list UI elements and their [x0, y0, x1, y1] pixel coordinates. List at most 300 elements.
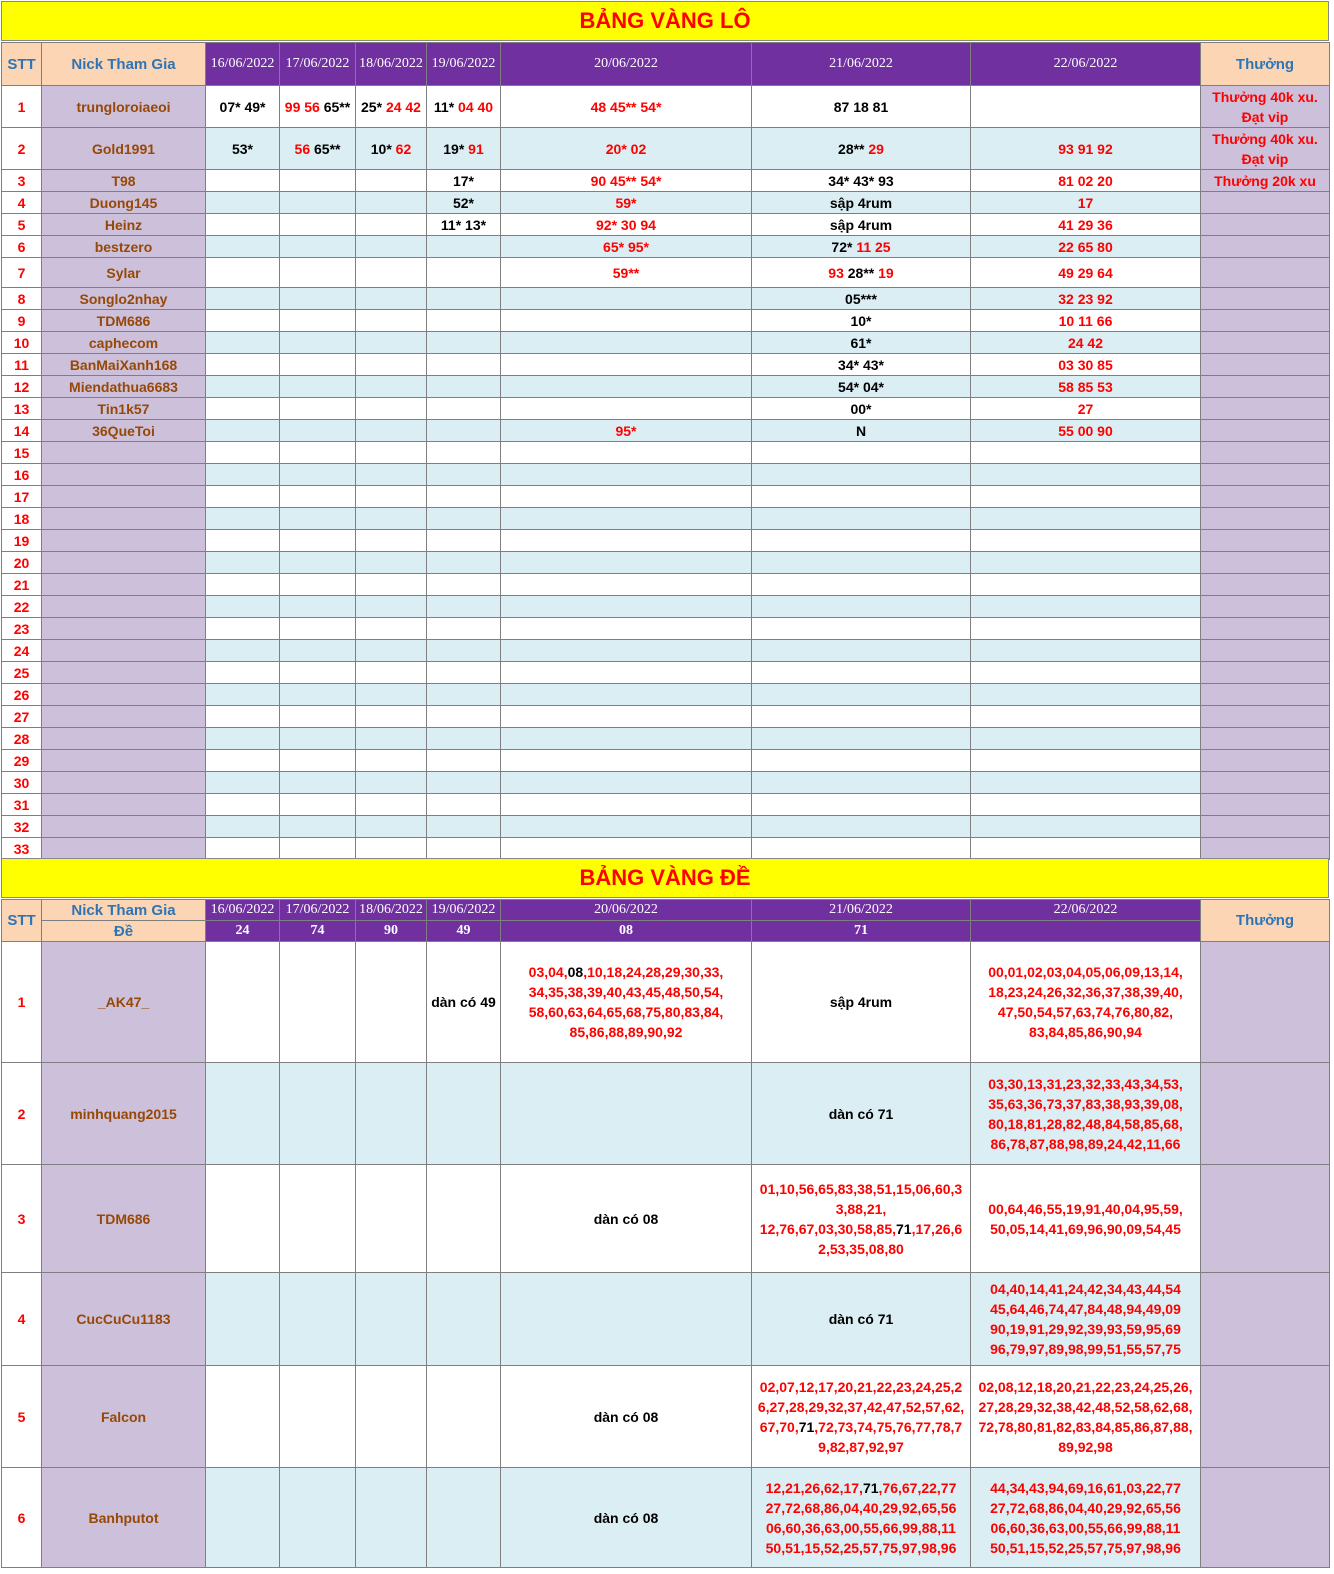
cell-value: 00,01,02,03,04,05,06,09,13,14,: [988, 964, 1183, 980]
cell-value: 93: [828, 264, 848, 281]
lo-cell: [501, 640, 752, 662]
lo-cell: [501, 310, 752, 332]
lo-cell: [356, 772, 427, 794]
lo-cell: [356, 442, 427, 464]
lo-cell: [501, 398, 752, 420]
lo-cell: [971, 816, 1201, 838]
lo-cell: [280, 508, 356, 530]
reward-cell: [1201, 706, 1330, 728]
lo-table: [1, 42, 1330, 860]
lo-cell: [501, 288, 752, 310]
stt-cell: 8: [2, 288, 42, 310]
result-cell: 08: [501, 921, 752, 942]
nick-cell: 36QueToi: [42, 420, 206, 442]
lo-cell: [427, 596, 501, 618]
lo-cell: [356, 552, 427, 574]
reward-cell: [1201, 1165, 1330, 1273]
lo-cell: [356, 816, 427, 838]
reward-cell: Thưởng 40k xu. Đạt vip: [1201, 86, 1330, 128]
lo-cell: [280, 376, 356, 398]
lo-cell: [356, 662, 427, 684]
lo-cell: [501, 486, 752, 508]
stt-cell: 2: [2, 1063, 42, 1165]
cell-value: 04 40: [458, 98, 494, 115]
cell-value: 08: [567, 964, 584, 980]
nick-cell: minhquang2015: [42, 1063, 206, 1165]
de-cell: [280, 1468, 356, 1568]
lo-cell: [427, 258, 501, 288]
lo-cell: [356, 258, 427, 288]
lo-cell: [501, 838, 752, 860]
reward-cell: [1201, 1063, 1330, 1165]
lo-cell: [752, 128, 971, 170]
reward-cell: [1201, 640, 1330, 662]
cell-value: 01,10,56,65,83,38,51,15,06,60,3: [759, 1180, 963, 1197]
lo-cell: [356, 728, 427, 750]
stt-cell: 4: [2, 1273, 42, 1366]
stt-cell: 28: [2, 728, 42, 750]
lo-cell: [280, 574, 356, 596]
cell-value: 34,35,38,39,40,43,45,48,50,54,: [528, 984, 724, 1000]
lo-cell: [971, 530, 1201, 552]
reward-cell: [1201, 750, 1330, 772]
cell-value: 90 45** 54*: [590, 172, 662, 189]
de-cell: [356, 1165, 427, 1273]
cell-value: 71: [798, 1418, 815, 1435]
de-cell: [971, 1063, 1201, 1165]
cell-value: 6,27,28,29,32,37,42,47,52,57,62,: [757, 1398, 965, 1415]
cell-value: 18,23,24,26,32,36,37,38,39,40,: [988, 984, 1183, 1000]
cell-value: 10*: [370, 140, 396, 157]
result-cell: 74: [280, 921, 356, 942]
lo-cell: [427, 662, 501, 684]
de-cell: [752, 1273, 971, 1366]
nick-cell: Duong145: [42, 192, 206, 214]
cell-value: 00,64,46,55,19,91,40,04,95,59,: [988, 1200, 1183, 1217]
nick-cell: [42, 772, 206, 794]
cell-value: 67,70,: [759, 1418, 799, 1435]
lo-cell: [752, 354, 971, 376]
stt-cell: 9: [2, 310, 42, 332]
cell-value: 65**: [314, 140, 341, 157]
lo-cell: [206, 288, 280, 310]
nick-cell: Gold1991: [42, 128, 206, 170]
lo-table-body: [2, 86, 1330, 860]
stt-cell: 7: [2, 258, 42, 288]
lo-cell: [427, 376, 501, 398]
lo-cell: [356, 236, 427, 258]
reward-cell: [1201, 618, 1330, 640]
cell-value: 34* 43* 93: [828, 172, 894, 189]
lo-cell: [752, 530, 971, 552]
stt-cell: 31: [2, 794, 42, 816]
lo-cell: [752, 662, 971, 684]
lo-cell: [206, 86, 280, 128]
cell-value: 47,50,54,57,63,74,76,80,82,: [997, 1004, 1174, 1020]
lo-cell: [356, 464, 427, 486]
lo-cell: [356, 574, 427, 596]
lo-cell: [280, 214, 356, 236]
table-row: [2, 1063, 1330, 1165]
nick-cell: [42, 464, 206, 486]
cell-value: 50,51,15,52,25,57,75,97,98,96: [990, 1539, 1181, 1556]
stt-cell: 30: [2, 772, 42, 794]
lo-cell: [971, 214, 1201, 236]
nick-cell: [42, 486, 206, 508]
reward-cell: [1201, 464, 1330, 486]
nick-cell: Sylar: [42, 258, 206, 288]
reward-cell: [1201, 728, 1330, 750]
lo-cell: [206, 684, 280, 706]
lo-cell: [427, 86, 501, 128]
cell-value: 06,60,36,63,00,55,66,99,88,11: [990, 1519, 1181, 1536]
lo-cell: [280, 706, 356, 728]
cell-value: 48 45** 54*: [590, 98, 662, 115]
de-cell: [971, 1273, 1201, 1366]
thuong-header: Thưởng: [1201, 900, 1330, 942]
stt-header: STT: [2, 900, 42, 942]
stt-cell: 3: [2, 170, 42, 192]
stt-cell: 5: [2, 1366, 42, 1468]
nick-cell: TDM686: [42, 310, 206, 332]
lo-cell: [752, 508, 971, 530]
stt-cell: 4: [2, 192, 42, 214]
table-row: [2, 486, 1330, 508]
nick-cell: CucCuCu1183: [42, 1273, 206, 1366]
lo-cell: [752, 86, 971, 128]
nick-cell: Tin1k57: [42, 398, 206, 420]
lo-cell: [427, 640, 501, 662]
lo-cell: [356, 192, 427, 214]
nick-cell: [42, 618, 206, 640]
lo-cell: [206, 794, 280, 816]
lo-cell: [971, 750, 1201, 772]
lo-cell: [356, 706, 427, 728]
lo-cell: [206, 508, 280, 530]
cell-value: ,76,67,22,77: [878, 1479, 957, 1496]
cell-value: 34* 43*: [838, 356, 884, 373]
stt-cell: 25: [2, 662, 42, 684]
nick-cell: trungloroiaeoi: [42, 86, 206, 128]
table-row: [2, 662, 1330, 684]
de-cell: [206, 1063, 280, 1165]
de-cell: [501, 1366, 752, 1468]
cell-value: 62: [395, 140, 412, 157]
cell-value: 50,05,14,41,69,96,90,09,54,45: [990, 1220, 1181, 1237]
table-row: [2, 1273, 1330, 1366]
reward-cell: [1201, 530, 1330, 552]
lo-cell: [427, 192, 501, 214]
cell-value: 25*: [361, 98, 386, 115]
cell-value: 12,21,26,62,17,: [765, 1479, 863, 1496]
reward-cell: [1201, 942, 1330, 1063]
cell-value: 81 02 20: [1058, 172, 1113, 189]
date-header: 21/06/2022: [752, 43, 971, 86]
cell-value: 32 23 92: [1058, 290, 1113, 307]
reward-cell: Thưởng 20k xu: [1201, 170, 1330, 192]
de-cell: [971, 1165, 1201, 1273]
stt-cell: 12: [2, 376, 42, 398]
table-row: [2, 214, 1330, 236]
lo-cell: [206, 442, 280, 464]
cell-value: 80,18,81,28,82,48,84,58,85,68,: [988, 1115, 1183, 1132]
lo-cell: [280, 310, 356, 332]
cell-value: 10 11 66: [1058, 312, 1113, 329]
lo-cell: [971, 662, 1201, 684]
lo-cell: [752, 332, 971, 354]
stt-cell: 14: [2, 420, 42, 442]
stt-cell: 13: [2, 398, 42, 420]
nick-cell: _AK47_: [42, 942, 206, 1063]
lo-cell: [280, 684, 356, 706]
lo-cell: [206, 596, 280, 618]
cell-value: dàn có 71: [828, 1105, 894, 1122]
cell-value: 27: [1077, 400, 1094, 417]
cell-value: 19*: [443, 140, 469, 157]
table-row: [2, 596, 1330, 618]
lo-cell: [752, 618, 971, 640]
table-row: [2, 508, 1330, 530]
nick-cell: [42, 794, 206, 816]
lo-cell: [971, 86, 1201, 128]
cell-value: 24 42: [385, 98, 421, 115]
lo-cell: [356, 750, 427, 772]
stt-cell: 15: [2, 442, 42, 464]
nick-cell: TDM686: [42, 1165, 206, 1273]
cell-value: ,10,18,24,28,29,30,33,: [583, 964, 724, 980]
lo-cell: [427, 750, 501, 772]
lo-cell: [501, 552, 752, 574]
reward-cell: [1201, 192, 1330, 214]
nick-cell: Banhputot: [42, 1468, 206, 1568]
stt-cell: 19: [2, 530, 42, 552]
lo-cell: [356, 128, 427, 170]
stt-cell: 21: [2, 574, 42, 596]
de-cell: [752, 1366, 971, 1468]
nick-cell: [42, 596, 206, 618]
table-row: [2, 640, 1330, 662]
cell-value: 24 42: [1067, 334, 1104, 351]
lo-cell: [501, 86, 752, 128]
table-row: [2, 1366, 1330, 1468]
date-header: 21/06/2022: [752, 900, 971, 921]
lo-cell: [356, 354, 427, 376]
result-cell: 71: [752, 921, 971, 942]
de-cell: [356, 1273, 427, 1366]
table-row: [2, 376, 1330, 398]
lo-cell: [280, 618, 356, 640]
stt-header: STT: [2, 43, 42, 86]
lo-cell: [752, 750, 971, 772]
lo-cell: [752, 838, 971, 860]
cell-value: 71: [862, 1479, 879, 1496]
lo-cell: [206, 170, 280, 192]
cell-value: 35,63,36,73,37,83,38,93,39,08,: [988, 1095, 1183, 1112]
lo-cell: [501, 596, 752, 618]
lo-cell: [356, 288, 427, 310]
table-row: [2, 1165, 1330, 1273]
cell-value: dàn có 08: [593, 1210, 659, 1227]
lo-cell: [971, 618, 1201, 640]
lo-cell: [356, 398, 427, 420]
lo-cell: [206, 640, 280, 662]
lo-cell: [356, 310, 427, 332]
cell-value: 27,72,68,86,04,40,29,92,65,56: [765, 1499, 957, 1516]
lo-cell: [356, 420, 427, 442]
de-title: BẢNG VÀNG ĐỀ: [579, 865, 751, 890]
cell-value: 41 29 36: [1058, 216, 1113, 233]
de-cell: [501, 1273, 752, 1366]
lo-cell: [971, 354, 1201, 376]
lo-cell: [280, 192, 356, 214]
cell-value: dàn có 08: [593, 1408, 659, 1425]
lo-cell: [427, 288, 501, 310]
lo-cell: [280, 258, 356, 288]
lo-cell: [752, 236, 971, 258]
lo-cell: [971, 684, 1201, 706]
stt-cell: 1: [2, 86, 42, 128]
lo-cell: [752, 640, 971, 662]
stt-cell: 24: [2, 640, 42, 662]
lo-cell: [501, 508, 752, 530]
de-table-body: [2, 942, 1330, 1568]
lo-cell: [971, 170, 1201, 192]
lo-cell: [752, 684, 971, 706]
lo-cell: [427, 684, 501, 706]
lo-cell: [501, 192, 752, 214]
de-cell: [280, 942, 356, 1063]
reward-cell: [1201, 596, 1330, 618]
cell-value: 90,19,91,29,92,39,93,59,95,69: [990, 1321, 1181, 1337]
cell-value: 65**: [323, 98, 351, 115]
cell-value: 19: [878, 264, 894, 281]
cell-value: 55 00 90: [1058, 422, 1113, 439]
de-cell: [206, 942, 280, 1063]
nick-cell: [42, 552, 206, 574]
reward-cell: [1201, 662, 1330, 684]
lo-cell: [501, 750, 752, 772]
nick-cell: [42, 706, 206, 728]
cell-value: 83,84,85,86,90,94: [1029, 1024, 1142, 1040]
cell-value: 11* 13*: [440, 216, 487, 233]
cell-value: 28**: [847, 264, 879, 281]
de-title-banner: [1, 858, 1329, 898]
lo-cell: [206, 310, 280, 332]
nick-cell: Songlo2nhay: [42, 288, 206, 310]
cell-value: sập 4rum: [829, 994, 893, 1010]
result-cell: 24: [206, 921, 280, 942]
stt-cell: 33: [2, 838, 42, 860]
table-row: [2, 258, 1330, 288]
lo-cell: [971, 706, 1201, 728]
result-cell: [971, 921, 1201, 942]
lo-cell: [427, 574, 501, 596]
nick-cell: [42, 442, 206, 464]
date-header: 17/06/2022: [280, 900, 356, 921]
table-row: [2, 310, 1330, 332]
lo-cell: [501, 618, 752, 640]
lo-cell: [356, 530, 427, 552]
lo-cell: [206, 618, 280, 640]
date-header: 20/06/2022: [501, 43, 752, 86]
lo-cell: [971, 288, 1201, 310]
de-cell: [280, 1273, 356, 1366]
lo-cell: [356, 214, 427, 236]
reward-cell: [1201, 398, 1330, 420]
lo-cell: [356, 838, 427, 860]
de-cell: [752, 942, 971, 1063]
lo-cell: [280, 354, 356, 376]
cell-value: 9,82,87,92,97: [818, 1438, 904, 1455]
cell-value: 85,86,88,89,90,92: [569, 1024, 683, 1040]
de-table: [1, 899, 1330, 1568]
lo-cell: [206, 772, 280, 794]
nick-cell: bestzero: [42, 236, 206, 258]
cell-value: 20* 02: [605, 140, 647, 157]
lo-cell: [971, 420, 1201, 442]
cell-value: 04,40,14,41,24,42,34,43,44,54: [990, 1281, 1181, 1297]
cell-value: 89,92,98: [1058, 1438, 1113, 1455]
de-cell: [280, 1366, 356, 1468]
lo-cell: [427, 816, 501, 838]
lo-cell: [971, 574, 1201, 596]
reward-cell: [1201, 236, 1330, 258]
lo-cell: [206, 258, 280, 288]
de-cell: [752, 1468, 971, 1568]
lo-cell: [427, 706, 501, 728]
lo-cell: [501, 236, 752, 258]
de-cell: [206, 1468, 280, 1568]
de-header: Đề: [42, 921, 206, 942]
nick-cell: caphecom: [42, 332, 206, 354]
cell-value: 03,04,: [528, 964, 568, 980]
nick-cell: [42, 508, 206, 530]
thuong-header: Thưởng: [1201, 43, 1330, 86]
lo-cell: [971, 728, 1201, 750]
stt-cell: 22: [2, 596, 42, 618]
reward-cell: [1201, 816, 1330, 838]
lo-cell: [206, 332, 280, 354]
lo-cell: [427, 464, 501, 486]
lo-cell: [971, 258, 1201, 288]
nick-cell: [42, 574, 206, 596]
lo-cell: [356, 170, 427, 192]
cell-value: 86,78,87,88,98,89,24,42,11,66: [990, 1135, 1181, 1152]
cell-value: 05***: [845, 290, 877, 307]
lo-cell: [971, 838, 1201, 860]
cell-value: sập 4rum: [829, 216, 893, 233]
de-cell: [752, 1165, 971, 1273]
stt-cell: 5: [2, 214, 42, 236]
table-row: [2, 618, 1330, 640]
reward-cell: [1201, 574, 1330, 596]
cell-value: 10*: [850, 312, 872, 329]
cell-value: 95*: [615, 422, 637, 439]
table-row: [2, 170, 1330, 192]
lo-cell: [280, 640, 356, 662]
table-row: [2, 552, 1330, 574]
cell-value: 65* 95*: [603, 238, 649, 255]
lo-cell: [501, 214, 752, 236]
lo-cell: [206, 530, 280, 552]
cell-value: 99 56: [284, 98, 324, 115]
reward-cell: [1201, 442, 1330, 464]
lo-cell: [427, 530, 501, 552]
lo-cell: [501, 128, 752, 170]
lo-cell: [280, 442, 356, 464]
lo-cell: [280, 596, 356, 618]
lo-cell: [206, 398, 280, 420]
